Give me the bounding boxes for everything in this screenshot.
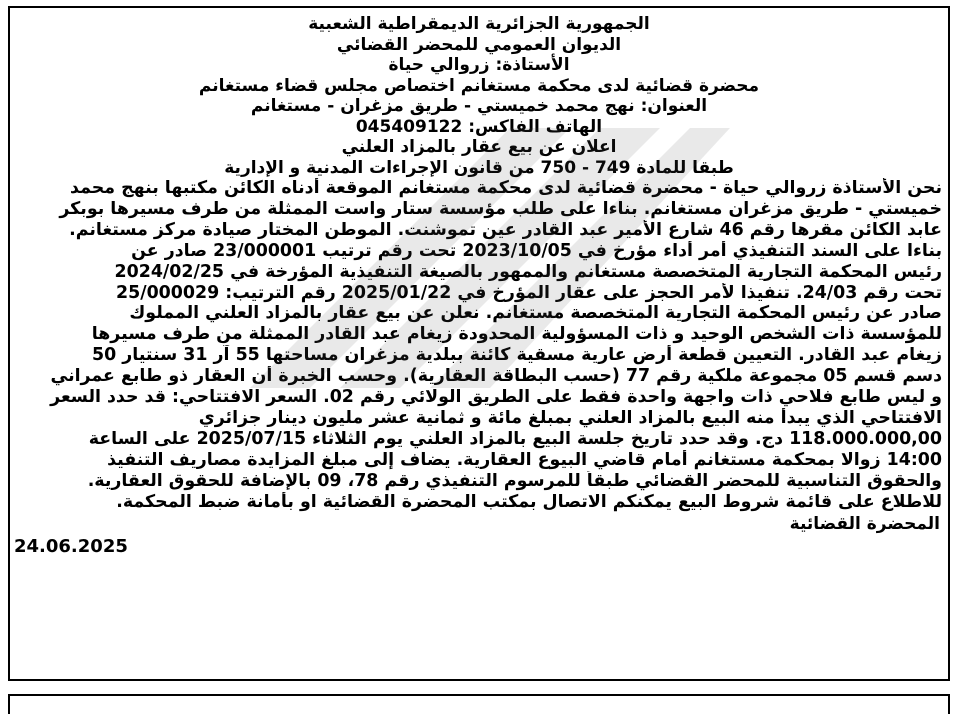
body-line: بناءا على السند التنفيذي أمر أداء مؤرخ في 2023/10/05 تحت رقم ترتيب 23/000001 صادر عن	[131, 240, 942, 261]
notice-body	[16, 178, 942, 513]
body-line: تحت رقم 24/03. تنفيذا لأمر الحجز على عقار المؤرخ في 2025/01/22 رقم الترتيب: 25/000029	[116, 282, 942, 303]
notice-header	[10, 8, 948, 178]
body-line: الافتتاحي الذي يبدأ منه البيع بالمزاد العلني بمبلغ مائة و ثمانية عشر مليون دينار جزائري	[198, 407, 942, 428]
notice-title: اعلان عن بيع عقار بالمزاد العلني	[341, 137, 617, 157]
jurisdiction: محضرة قضائية لدى محكمة مستغانم اختصاص مجلس قضاء مستغانم	[198, 75, 760, 96]
legal-basis: طبقا للمادة 749 - 750 من قانون الإجراءات المدنية و الإدارية	[224, 157, 734, 178]
body-line: رئيس المحكمة التجارية المتخصصة مستغانم والممهور بالصيغة التنفيذية المؤرخة في 2024/02/25	[114, 261, 942, 282]
body-line: زيغام عبد القادر. التعيين قطعة أرض عارية مسقية كائنة ببلدية مزغران مساحتها 55 آر 31 سنتيار 50	[92, 345, 942, 366]
body-line: دسم قسم 05 مجموعة ملكية رقم 77 (حسب البطاقة العقارية). وحسب الخبرة أن العقار ذو طابع عمراني	[50, 366, 942, 387]
republic-name: الجمهورية الجزائرية الديمقراطية الشعبية	[308, 14, 650, 34]
body-line: و ليس طابع فلاحي ذات واجهة واحدة فقط على الطريق الولائي رقم 02. السعر الافتتاحي: قد حدد السعر	[50, 387, 942, 408]
body-line: نحن الأستاذة زروالي حياة - محضرة قضائية لدى محكمة مستغانم الموقعة أدناه الكائن مكتبها بنهج محمد	[70, 178, 942, 198]
notice-date: 24.06.2025	[14, 535, 128, 557]
legal-notice	[8, 6, 950, 681]
body-line: والحقوق التناسبية للمحضر القضائي طبقاً للمرسوم التنفيذي رقم 78، 09 بالإضافة للحقوق العقارية.	[87, 470, 942, 491]
body-line: خميستي - طريق مزغران مستغانم. بناءا على طلب مؤسسة ستار واست الممثلة من طرف مسيرها بوبكر	[59, 198, 942, 219]
office-address: العنوان: نهج محمد خميستي - طريق مزغران - مستغانم	[250, 96, 708, 116]
bailiff-name: الأستاذة: زروالي حياة	[388, 55, 570, 75]
body-line: للاطلاع على قائمة شروط البيع يمكنكم الاتصال بمكتب المحضرة القضائية او بأمانة ضبط المحكمة.	[116, 491, 942, 512]
body-line: عابد الكائن مقرها رقم 46 شارع الأمير عبد القادر عين تموشنت. الموطن المختار صيادة مركز مستغانم.	[69, 219, 942, 240]
body-line: 14:00 زوالا بمحكمة مستغانم أمام قاضي البيوع العقارية. يضاف إلى مبلغ المزايدة مصاريف التنفيذ	[107, 449, 942, 470]
office-phone: الهاتف الفاكس: 045409122	[355, 116, 603, 137]
body-line: للمؤسسة ذات الشخص الوحيد و ذات المسؤولية المحدودة زيغام عبد القادر الممثلة من طرف مسيرها	[91, 324, 942, 345]
office-name: الديوان العمومي للمحضر القضائي	[336, 34, 622, 55]
signature: المحضرة القضائية	[789, 513, 940, 534]
body-line: صادر عن رئيس المحكمة التجارية المتخصصة مستغانم. نعلن عن بيع عقار بالمزاد العلني المملوك	[129, 303, 942, 324]
body-line: 118.000.000,00 دج. وقد حدد تاريخ جلسة البيع بالمزاد العلني يوم الثلاثاء 2025/07/15 على الساعة	[88, 428, 942, 449]
next-notice-frame	[8, 694, 950, 714]
